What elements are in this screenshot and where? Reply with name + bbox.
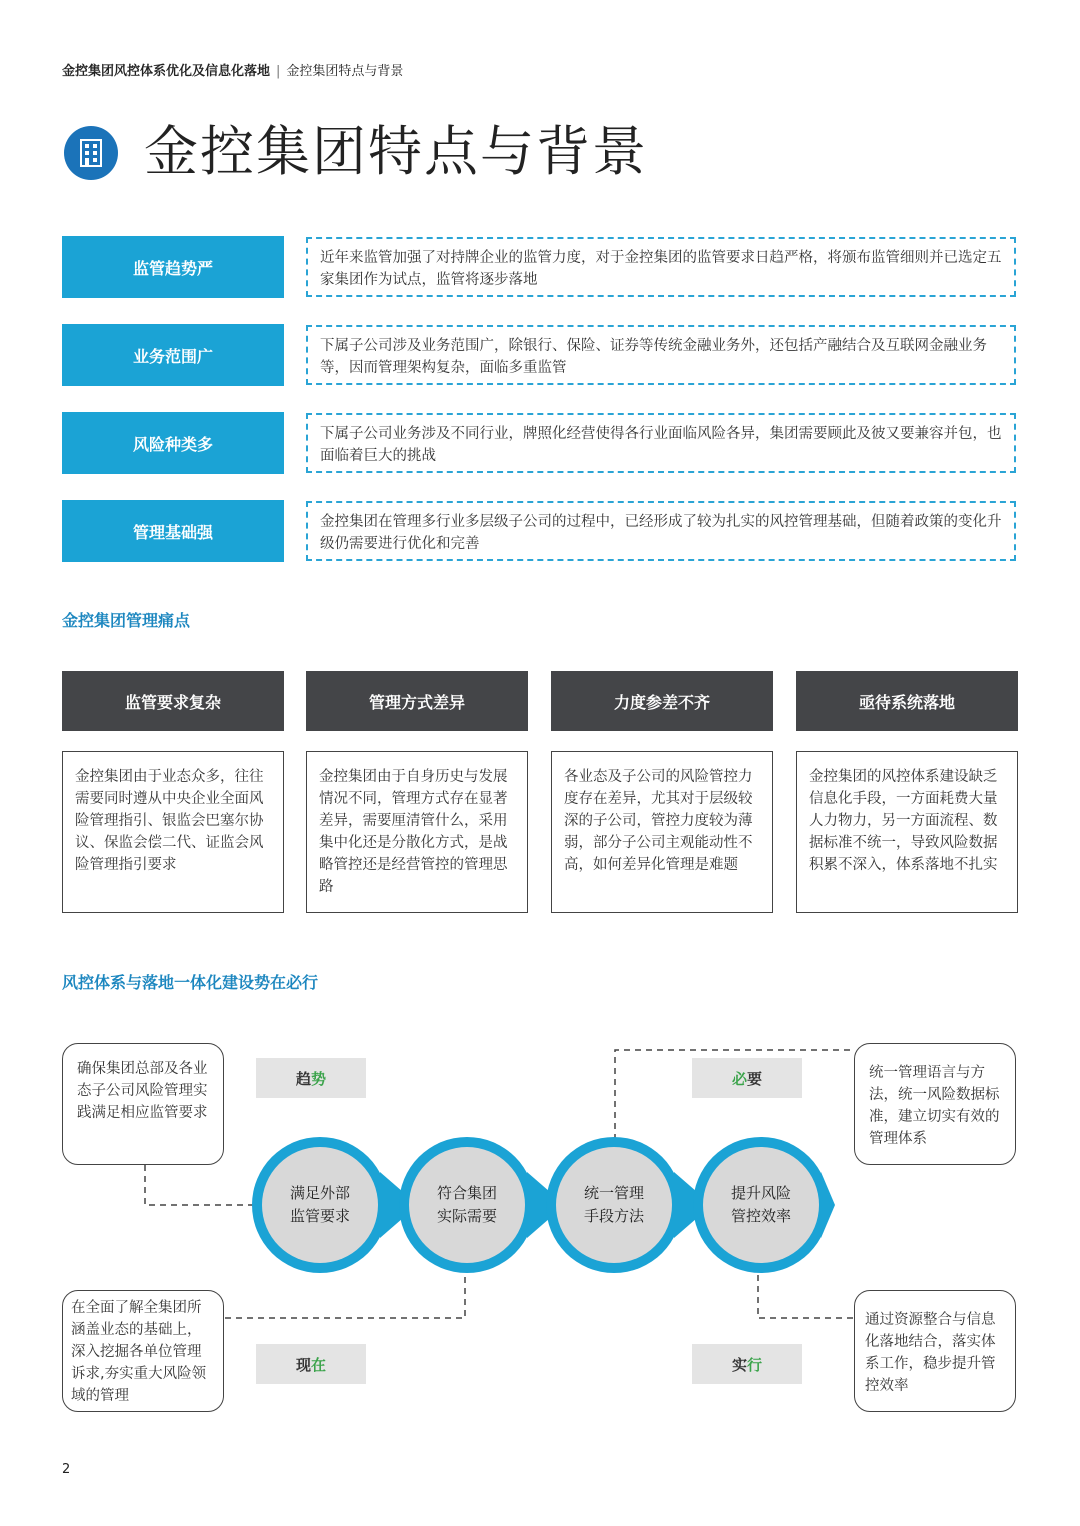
note-top-left: 确保集团总部及各业态子公司风险管理实践满足相应监管要求	[62, 1043, 224, 1165]
pain-point-text: 各业态及子公司的风险管控力度存在差异，尤其对于层级较深的子公司，管控力度较为薄弱，部分子公司主观能动性不高，如何差异化管理是难题	[551, 751, 773, 913]
feature-text: 金控集团在管理多行业多层级子公司的过程中，已经形成了较为扎实的风控管理基础，但随着政策的变化升级仍需要进行优化和完善	[306, 501, 1016, 561]
feature-label: 风险种类多	[62, 412, 284, 474]
label-implement: 实 行	[692, 1344, 802, 1384]
header-section: 金控集团特点与背景	[286, 64, 404, 79]
flow-step: 满足外部 监管要求	[289, 1184, 350, 1225]
pain-point-label: 亟待系统落地	[796, 671, 1018, 731]
connector-line	[145, 1165, 255, 1205]
flow-arrow	[821, 1172, 835, 1238]
pain-point-text: 金控集团由于自身历史与发展情况不同，管理方式存在显著差异，需要厘清管什么，采用集中化还是分散化方式，是战略管控还是经营管控的管理思路	[306, 751, 528, 913]
feature-text: 下属子公司涉及业务范围广，除银行、保险、证券等传统金融业务外，还包括产融结合及互联网金融业务等，因而管理架构复杂，面临多重监管	[306, 325, 1016, 385]
header-doc-title: 金控集团风控体系优化及信息化落地	[62, 64, 271, 79]
flow-step: 符合集团 实际需要	[436, 1184, 497, 1225]
note-bottom-right: 通过资源整合与信息化落地结合，落实体系工作，稳步提升管控效率	[854, 1290, 1016, 1412]
label-now: 现 在	[256, 1344, 366, 1384]
pain-point-label: 力度参差不齐	[551, 671, 773, 731]
feature-text: 下属子公司业务涉及不同行业，牌照化经营使得各行业面临风险各异，集团需要顾此及彼又要兼容并包，也面临着巨大的挑战	[306, 413, 1016, 473]
feature-label: 业务范围广	[62, 324, 284, 386]
label-necessary: 必 要	[692, 1058, 802, 1098]
pain-points-heading: 金控集团管理痛点	[62, 611, 191, 630]
pain-point-label: 监管要求复杂	[62, 671, 284, 731]
integration-heading: 风控体系与落地一体化建设势在必行	[62, 973, 319, 992]
flow-step: 提升风险 管控效率	[730, 1184, 791, 1225]
connector-line	[225, 1275, 465, 1318]
pain-point-text: 金控集团的风控体系建设缺乏信息化手段，一方面耗费大量人力物力，另一方面流程、数据标准不统一，导致风险数据积累不深入，体系落地不扎实	[796, 751, 1018, 913]
feature-text: 近年来监管加强了对持牌企业的监管力度，对于金控集团的监管要求日趋严格，将颁布监管细则并已选定五家集团作为试点，监管将逐步落地	[306, 237, 1016, 297]
feature-label: 管理基础强	[62, 500, 284, 562]
flow-step: 统一管理 手段方法	[583, 1184, 644, 1225]
label-trend: 趋 势	[256, 1058, 366, 1098]
feature-label: 监管趋势严	[62, 236, 284, 298]
connector-line	[758, 1275, 855, 1318]
pain-point-label: 管理方式差异	[306, 671, 528, 731]
page-number: 2	[62, 1462, 71, 1477]
header-separator: |	[276, 64, 281, 79]
note-top-right: 统一管理语言与方法，统一风险数据标准，建立切实有效的管理体系	[854, 1043, 1016, 1165]
page-title: 金控集团特点与背景	[144, 120, 648, 183]
note-bottom-left: 在全面了解全集团所涵盖业态的基础上，深入挖掘各单位管理诉求,夯实重大风险领域的管理	[62, 1290, 224, 1412]
pain-point-text: 金控集团由于业态众多，往往需要同时遵从中央企业全面风险管理指引、银监会巴塞尔协议、保监会偿二代、证监会风险管理指引要求	[62, 751, 284, 913]
